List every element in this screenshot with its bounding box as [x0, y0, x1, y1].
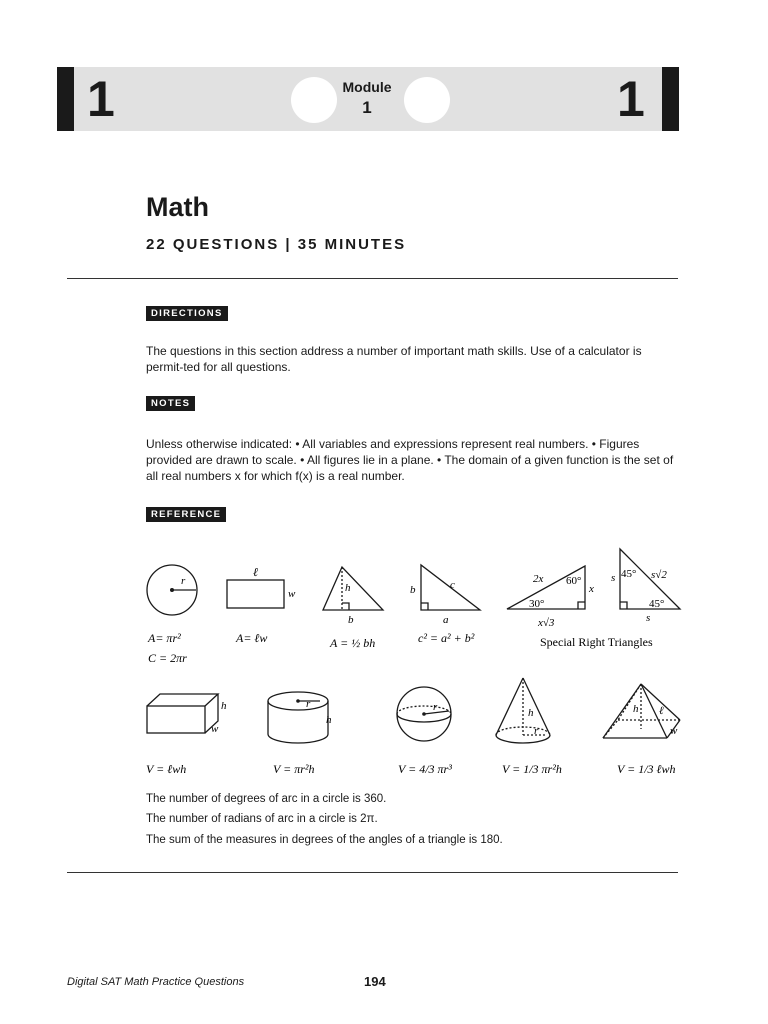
rectangle-w-label: w [288, 588, 296, 600]
right-triangle-b-label: b [410, 584, 416, 596]
label-x-root3: x√3 [538, 617, 555, 629]
label-s-left: s [611, 572, 616, 584]
directions-text: The questions in this section address a number of important math skills. Use of a calculator is permit-ted for all questions. [146, 344, 642, 374]
sphere-r-label: r [433, 701, 438, 713]
cylinder-r-label: r [306, 698, 311, 710]
rectangle-area-formula: A= ℓw [236, 631, 268, 645]
bottom-divider [67, 872, 678, 873]
pythagorean-formula: c² = a² + b² [418, 631, 475, 645]
cone-volume-formula: V = 1/3 πr²h [502, 762, 562, 776]
sphere-volume-formula: V = 4/3 πr³ [398, 762, 452, 776]
fact-radians-of-arc: The number of radians of arc in a circle is 2π. [146, 813, 378, 825]
cone-figure [496, 678, 550, 743]
pyramid-w-label: w [670, 725, 678, 737]
label-60-degrees: 60° [566, 575, 582, 587]
right-triangle-c-label: c [450, 579, 455, 591]
pyramid-h-label: h [633, 703, 639, 715]
triangle-h-label: h [345, 582, 351, 594]
triangle-b-label: b [348, 614, 354, 626]
directions-tag: DIRECTIONS [146, 306, 228, 321]
right-triangle-a-label: a [443, 614, 449, 626]
triangle-30-60-90-figure [507, 566, 585, 609]
box-w-label: w [211, 723, 219, 735]
box-h-label: h [221, 700, 227, 712]
special-right-triangles-caption: Special Right Triangles [540, 635, 653, 649]
module-label: Module [342, 79, 392, 95]
rectangle-figure [227, 580, 284, 608]
left-module-number: 1 [87, 71, 115, 127]
footer-book-title: Digital SAT Math Practice Questions [67, 976, 245, 988]
label-x: x [589, 583, 594, 595]
sphere-center-dot [422, 712, 426, 716]
notes-text: Unless otherwise indicated: • All variables and expressions represent real numbers. • Figures provided are drawn to scale. • All figures lie in a plane. • The domain of a given function is the set of all real numbers x for which f(x) is a real number. [146, 437, 674, 483]
label-s-bottom: s [646, 612, 651, 624]
triangle-figure [323, 567, 383, 610]
reference-tag: REFERENCE [146, 507, 226, 522]
fact-degrees-of-arc: The number of degrees of arc in a circle is 360. [146, 793, 387, 805]
rectangle-l-label: ℓ [253, 565, 258, 579]
cone-h-label: h [528, 707, 534, 719]
label-45-degrees-top: 45° [621, 568, 637, 580]
label-45-degrees-bottom: 45° [649, 598, 665, 610]
section-subtitle: 22 QUESTIONS | 35 MINUTES [146, 236, 407, 253]
cylinder-h-label: h [326, 714, 332, 726]
box-figure [147, 694, 218, 733]
section-title: Math [146, 192, 209, 222]
circle-area-formula: A= πr² [148, 631, 181, 645]
pyramid-volume-formula: V = 1/3 ℓwh [617, 762, 676, 776]
fact-triangle-angle-sum: The sum of the measures in degrees of the angles of a triangle is 180. [146, 834, 503, 846]
box-volume-formula: V = ℓwh [146, 762, 187, 776]
cone-r-label: r [534, 725, 539, 737]
notes-tag: NOTES [146, 396, 195, 411]
circle-r-label: r [181, 575, 186, 587]
pyramid-figure [603, 684, 680, 738]
page-number: 194 [364, 974, 386, 989]
circle-center-dot [170, 588, 174, 592]
right-module-number: 1 [617, 71, 645, 127]
cylinder-center-dot [296, 699, 300, 703]
cylinder-volume-formula: V = πr²h [273, 762, 315, 776]
triangle-area-formula: A = ½ bh [330, 636, 376, 650]
label-2x: 2x [533, 573, 544, 585]
label-s-root2: s√2 [651, 569, 667, 581]
circle-circumference-formula: C = 2πr [148, 651, 187, 665]
pyramid-l-label: ℓ [659, 705, 664, 717]
label-30-degrees: 30° [529, 598, 545, 610]
module-number: 1 [362, 98, 372, 117]
